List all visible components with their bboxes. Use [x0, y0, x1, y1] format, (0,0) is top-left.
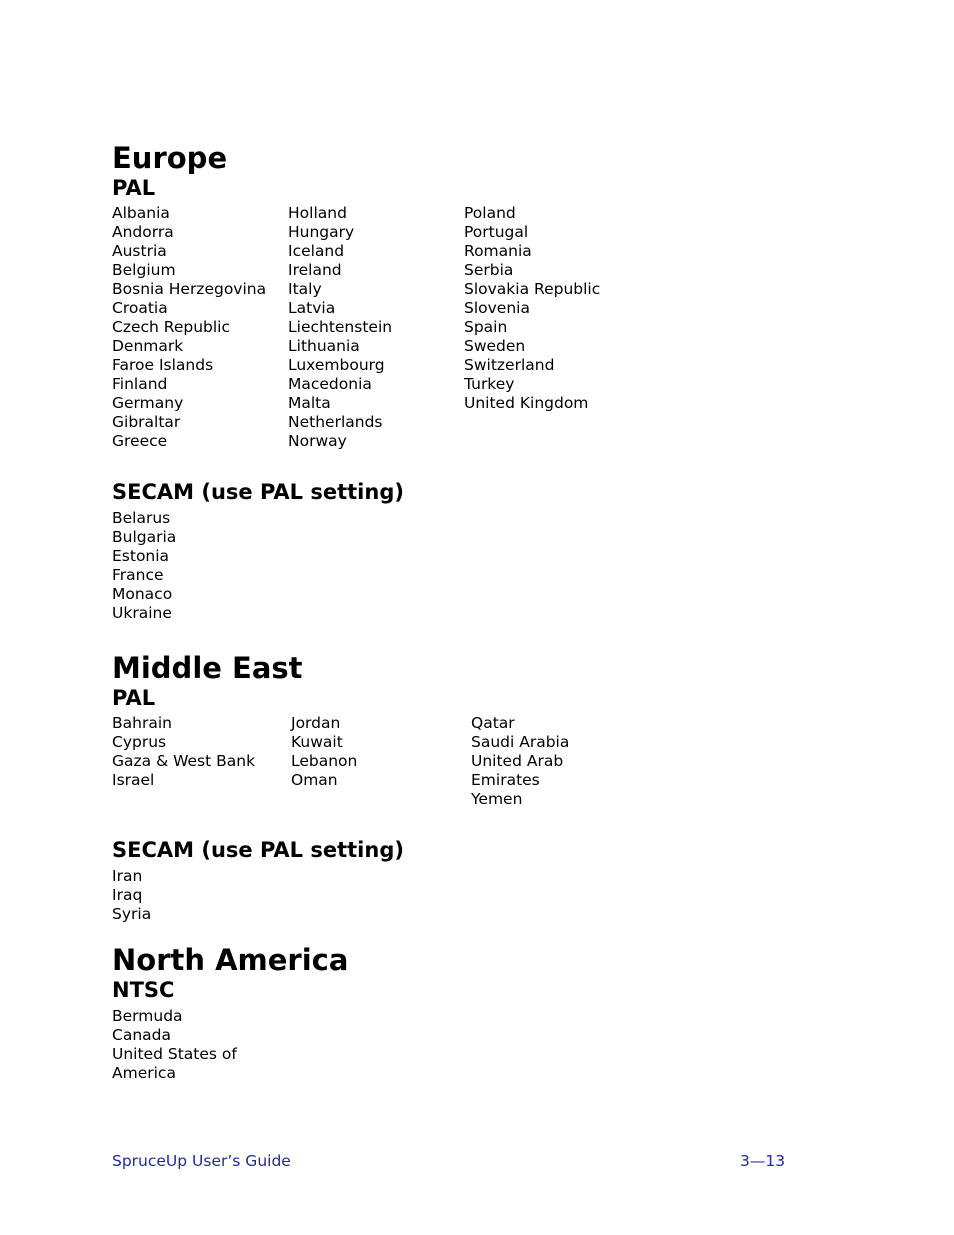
list-item: Lithuania [288, 337, 360, 355]
list-item: Portugal [464, 223, 529, 241]
list-item: Finland [112, 375, 168, 393]
middle-east-secam-heading: SECAM (use PAL setting) [112, 838, 404, 862]
list-item: Bulgaria [112, 528, 177, 546]
list-item: Andorra [112, 223, 174, 241]
list-item: Canada [112, 1026, 171, 1044]
list-item: Netherlands [288, 413, 383, 431]
list-item: Kuwait [291, 733, 343, 751]
list-item: United States of [112, 1045, 237, 1063]
list-item: Lebanon [291, 752, 358, 770]
list-item: Latvia [288, 299, 336, 317]
list-item: Luxembourg [288, 356, 385, 374]
list-item: Spain [464, 318, 508, 336]
europe-secam-heading: SECAM (use PAL setting) [112, 480, 404, 504]
europe-pal-column-1 [112, 204, 266, 451]
middle-east-pal-column-1 [112, 714, 255, 790]
list-item: Emirates [471, 771, 540, 789]
list-item: Slovakia Republic [464, 280, 601, 298]
list-item: Denmark [112, 337, 184, 355]
list-item: Estonia [112, 547, 170, 565]
list-item: Belgium [112, 261, 176, 279]
list-item: Israel [112, 771, 155, 789]
list-item: United Arab [471, 752, 564, 770]
list-item: Macedonia [288, 375, 372, 393]
list-item: Bosnia Herzegovina [112, 280, 267, 298]
list-item: Ukraine [112, 604, 172, 622]
europe-pal-column-3 [464, 204, 600, 413]
list-item: Norway [288, 432, 347, 450]
list-item: Ireland [288, 261, 342, 279]
north-america-ntsc-list [112, 1007, 237, 1083]
list-item: Saudi Arabia [471, 733, 570, 751]
list-item: America [112, 1064, 176, 1082]
list-item: Jordan [291, 714, 341, 732]
list-item: France [112, 566, 164, 584]
list-item: Cyprus [112, 733, 167, 751]
list-item: Serbia [464, 261, 514, 279]
footer-guide-title: SpruceUp User’s Guide [112, 1152, 291, 1170]
list-item: Belarus [112, 509, 171, 527]
list-item: United Kingdom [464, 394, 589, 412]
middle-east-pal-heading: PAL [112, 686, 156, 710]
list-item: Croatia [112, 299, 168, 317]
list-item: Poland [464, 204, 516, 222]
list-item: Malta [288, 394, 331, 412]
list-item: Switzerland [464, 356, 555, 374]
section-title-europe: Europe [112, 141, 228, 175]
europe-pal-column-2 [288, 204, 392, 451]
list-item: Italy [288, 280, 322, 298]
list-item: Syria [112, 905, 152, 923]
middle-east-pal-column-2 [291, 714, 357, 790]
list-item: Turkey [464, 375, 515, 393]
list-item: Bahrain [112, 714, 172, 732]
list-item: Iceland [288, 242, 345, 260]
list-item: Gaza & West Bank [112, 752, 256, 770]
list-item: Monaco [112, 585, 173, 603]
list-item: Austria [112, 242, 167, 260]
list-item: Slovenia [464, 299, 530, 317]
north-america-ntsc-heading: NTSC [112, 978, 175, 1002]
middle-east-pal-column-3 [471, 714, 569, 809]
list-item: Oman [291, 771, 338, 789]
list-item: Faroe Islands [112, 356, 214, 374]
europe-secam-list [112, 509, 176, 623]
list-item: Germany [112, 394, 184, 412]
list-item: Holland [288, 204, 347, 222]
list-item: Liechtenstein [288, 318, 393, 336]
list-item: Greece [112, 432, 168, 450]
list-item: Hungary [288, 223, 355, 241]
list-item: Czech Republic [112, 318, 231, 336]
list-item: Albania [112, 204, 170, 222]
list-item: Yemen [471, 790, 523, 808]
list-item: Qatar [471, 714, 515, 732]
list-item: Gibraltar [112, 413, 181, 431]
list-item: Bermuda [112, 1007, 183, 1025]
list-item: Sweden [464, 337, 526, 355]
middle-east-secam-list [112, 867, 151, 924]
europe-pal-heading: PAL [112, 176, 156, 200]
list-item: Romania [464, 242, 532, 260]
section-title-north-america: North America [112, 943, 349, 977]
list-item: Iraq [112, 886, 143, 904]
footer-page-number: 3—13 [740, 1152, 786, 1170]
section-title-middle-east: Middle East [112, 651, 303, 685]
list-item: Iran [112, 867, 143, 885]
